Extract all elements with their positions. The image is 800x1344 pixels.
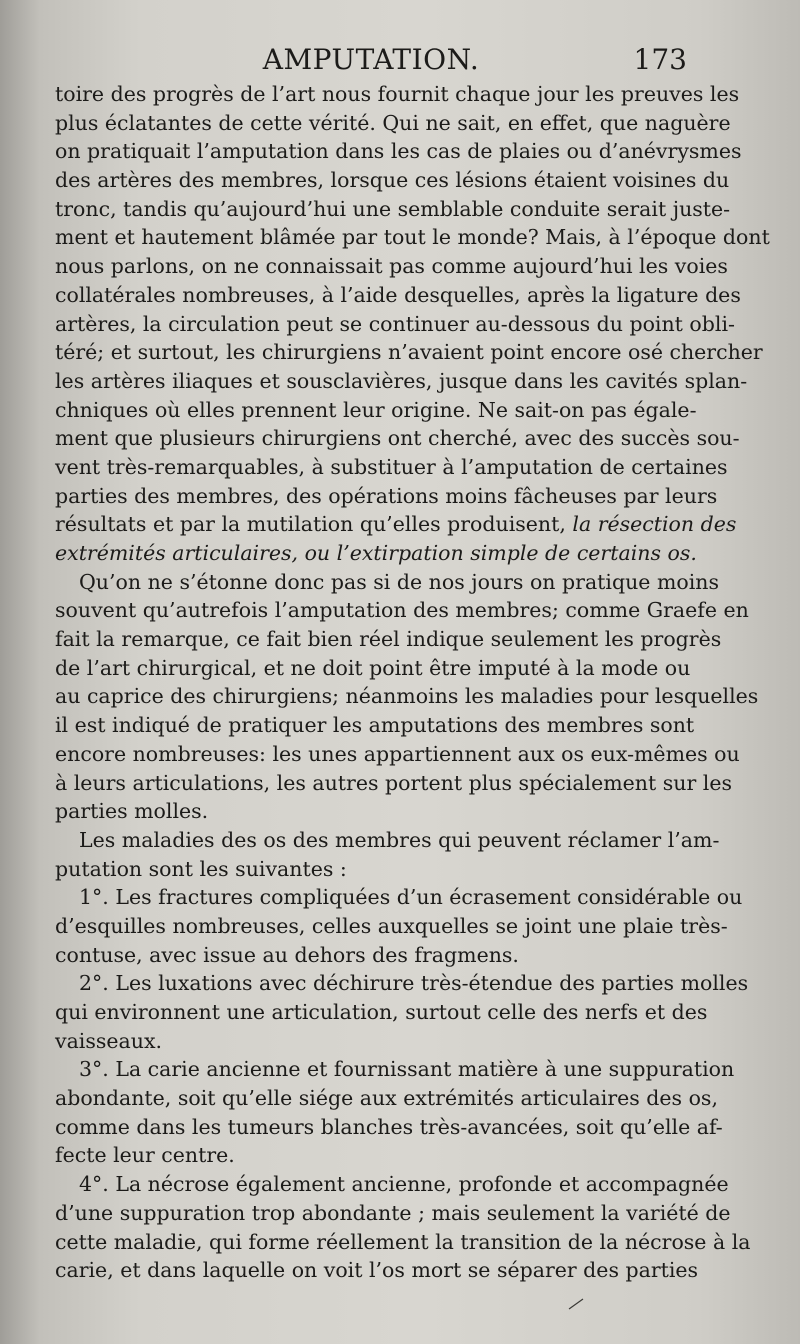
list-item-4: 4°. La nécrose également ancienne, profonde et accompagnée: [79, 1172, 729, 1197]
text-line: carie, et dans laquelle on voit l’os mort se séparer des parties: [55, 1258, 699, 1283]
text-line: de l’art chirurgical, et ne doit point être imputé à la mode ou: [55, 655, 691, 680]
list-item-1: 1°. Les fractures compliquées d’un écrasement considérable ou: [79, 885, 743, 910]
list-item-2: 2°. Les luxations avec déchirure très-étendue des parties molles: [79, 971, 749, 996]
text-line: qui environnent une articulation, surtout celle des nerfs et des: [55, 1000, 708, 1024]
italic-line: [55, 539, 697, 568]
italic-phrase: la résection des: [572, 512, 737, 537]
text-line: vaisseaux.: [55, 1028, 163, 1053]
text-line: on pratiquait l’amputation dans les cas de plaies ou d’anévrysmes: [55, 139, 742, 164]
text-line: encore nombreuses: les unes appartiennent aux os eux-mêmes ou: [55, 741, 740, 766]
text-line-part: résultats et par la mutilation qu’elles produisent,: [55, 512, 566, 537]
text-line: les artères iliaques et sousclavières, jusque dans les cavités splan-: [55, 368, 748, 393]
text-line: chniques où elles prennent leur origine. Ne sait-on pas égale-: [55, 397, 697, 422]
italic-phrase: extrémités articulaires, ou l’extirpation simple de certains os.: [55, 541, 697, 565]
ink-mark: [568, 1298, 584, 1310]
text-line: d’une suppuration trop abondante ; mais seulement la variété de: [55, 1200, 731, 1225]
text-line: au caprice des chirurgiens; néanmoins les maladies pour lesquelles: [55, 684, 759, 709]
paragraph-start: Les maladies des os des membres qui peuvent réclamer l’am-: [79, 827, 720, 852]
text-line: abondante, soit qu’elle siége aux extrémités articulaires des os,: [55, 1086, 718, 1111]
page-header: [55, 40, 687, 84]
text-line: toire des progrès de l’art nous fournit chaque jour les preuves les: [55, 82, 740, 106]
text-line: vent très-remarquables, à substituer à l’amputation de certaines: [55, 454, 728, 479]
text-line: il est indiqué de pratiquer les amputations des membres sont: [55, 713, 695, 738]
text-line: comme dans les tumeurs blanches très-avancées, soit qu’elle af-: [55, 1114, 723, 1139]
text-line: ment et hautement blâmée par tout le monde? Mais, à l’époque dont: [55, 225, 770, 250]
page-number: 173: [633, 43, 687, 76]
text-line: plus éclatantes de cette vérité. Qui ne sait, en effet, que naguère: [55, 110, 731, 135]
text-line: artères, la circulation peut se continuer au-dessous du point obli-: [55, 311, 735, 336]
text-line: collatérales nombreuses, à l’aide desquelles, après la ligature des: [55, 282, 741, 307]
text-line: contuse, avec issue au dehors des fragmens.: [55, 942, 519, 967]
text-line: cette maladie, qui forme réellement la transition de la nécrose à la: [55, 1229, 751, 1254]
text-line: [55, 510, 737, 539]
text-line: putation sont les suivantes :: [55, 856, 347, 881]
list-item-3: 3°. La carie ancienne et fournissant matière à une suppuration: [79, 1057, 735, 1082]
text-line: parties des membres, des opérations moins fâcheuses par leurs: [55, 483, 718, 508]
text-line: des artères des membres, lorsque ces lésions étaient voisines du: [55, 168, 730, 193]
paragraph-start: Qu’on ne s’étonne donc pas si de nos jours on pratique moins: [79, 569, 720, 594]
text-line: parties molles.: [55, 799, 209, 824]
text-line: d’esquilles nombreuses, celles auxquelles se joint une plaie très-: [55, 913, 728, 938]
text-line: tronc, tandis qu’aujourd’hui une semblable conduite serait juste-: [55, 196, 731, 221]
text-line: à leurs articulations, les autres portent plus spécialement sur les: [55, 770, 733, 795]
running-title: AMPUTATION.: [262, 43, 480, 76]
text-line: fecte leur centre.: [55, 1143, 235, 1168]
text-line: nous parlons, on ne connaissait pas comme aujourd’hui les voies: [55, 254, 728, 279]
text-line: fait la remarque, ce fait bien réel indique seulement les progrès: [55, 627, 722, 652]
body-text: [55, 80, 770, 1285]
text-line: téré; et surtout, les chirurgiens n’avaient point encore osé chercher: [55, 340, 763, 365]
text-line: ment que plusieurs chirurgiens ont cherché, avec des succès sou-: [55, 426, 740, 451]
text-line: souvent qu’autrefois l’amputation des membres; comme Graefe en: [55, 598, 749, 623]
